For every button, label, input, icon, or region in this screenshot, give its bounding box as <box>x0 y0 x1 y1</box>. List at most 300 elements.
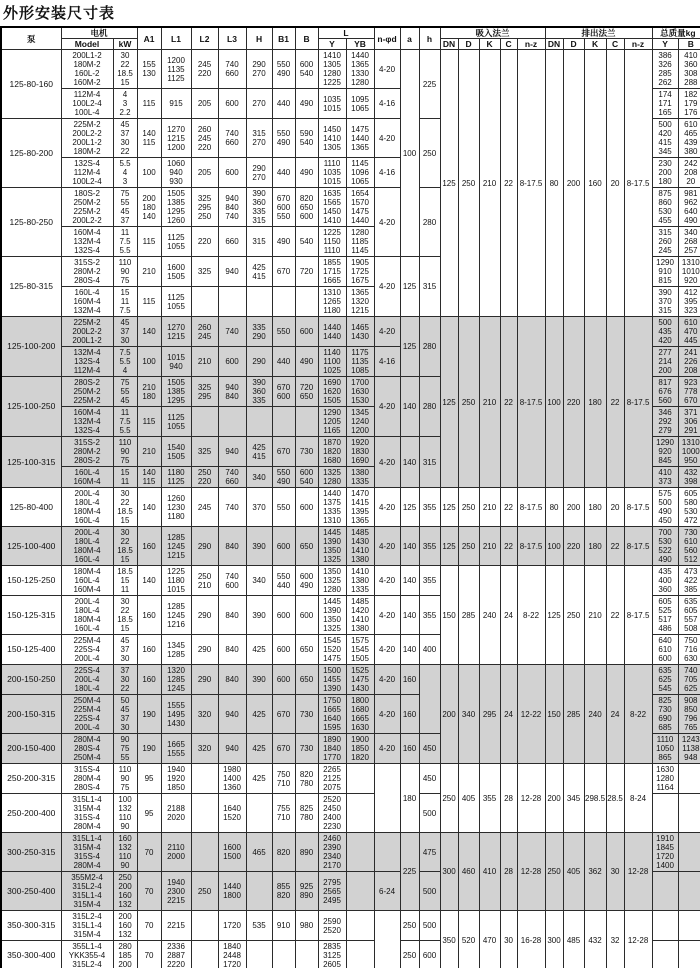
mass-Y-cell <box>652 941 678 968</box>
n-phi-d-cell: 4-20 <box>374 188 400 257</box>
h-cell: 500 <box>419 872 440 911</box>
L-YB-cell: 1575 1545 1505 <box>346 635 374 665</box>
kw-cell: 30 22 18.5 15 <box>113 596 137 635</box>
L-Y-cell: 1140 1100 1025 <box>318 347 346 377</box>
model-cell: 160M-4 132M-4 132S-4 <box>61 407 113 437</box>
mass-Y-cell <box>652 872 678 911</box>
pump-name-cell: 125-80-160 <box>1 50 61 119</box>
L3-cell: 840 <box>218 527 246 566</box>
B1-cell <box>272 941 295 968</box>
discharge-n-z-cell: 8-22 <box>624 665 652 764</box>
L2-cell: 290 <box>191 635 218 665</box>
discharge-C-cell: 22 <box>606 317 624 488</box>
mass-Y-cell: 635 625 545 <box>652 665 678 695</box>
B-cell: 730 <box>295 695 318 734</box>
A1-cell: 160 <box>137 635 161 665</box>
a-cell: 140 <box>400 527 419 566</box>
H-cell: 390 360 335 315 <box>246 188 272 227</box>
n-phi-d-cell: 6-24 <box>374 872 400 911</box>
model-cell: 280M-4 280S-4 250M-4 <box>61 734 113 764</box>
L-Y-cell: 1450 1410 1305 <box>318 119 346 158</box>
B1-cell: 670 600 550 <box>272 188 295 227</box>
L-Y-cell: 2590 2520 <box>318 911 346 941</box>
L-Y-cell: 1445 1390 1350 1325 <box>318 527 346 566</box>
a-cell: 140 <box>400 377 419 437</box>
a-cell: 160 <box>400 665 419 695</box>
L2-cell: 260 245 <box>191 317 218 347</box>
A1-cell: 95 <box>137 794 161 833</box>
table-body <box>1 50 700 968</box>
model-cell: 132M-4 132S-4 112M-4 <box>61 347 113 377</box>
kw-cell: 90 75 55 <box>113 734 137 764</box>
model-cell: 200L-4 180L-4 180M-4 160L-4 <box>61 488 113 527</box>
L-Y-cell: 1325 1280 <box>318 467 346 488</box>
kw-cell: 5.5 4 3 <box>113 158 137 188</box>
L-Y-cell: 1890 1840 1770 <box>318 734 346 764</box>
suction-K-cell: 295 <box>479 665 500 764</box>
B-cell: 600 <box>295 596 318 635</box>
B-cell: 490 <box>295 347 318 377</box>
kw-cell: 11 7.5 5.5 <box>113 407 137 437</box>
table-header <box>1 27 700 50</box>
L2-cell: 290 <box>191 665 218 695</box>
L-YB-cell: 1700 1630 1530 <box>346 377 374 407</box>
H-cell: 290 270 <box>246 158 272 188</box>
discharge-K-cell: 180 <box>584 488 606 527</box>
B1-cell: 750 710 <box>272 764 295 794</box>
suction-DN-cell: 125 <box>440 488 458 527</box>
suction-n-z-cell: 12-22 <box>517 665 545 764</box>
L3-cell: 940 <box>218 734 246 764</box>
A1-cell: 140 <box>137 488 161 527</box>
L1-cell: 1540 1505 <box>161 437 191 467</box>
mass-B-cell: 410 360 308 288 <box>678 50 700 89</box>
kw-cell: 160 132 110 90 <box>113 833 137 872</box>
H-cell: 465 <box>246 833 272 872</box>
kw-cell: 7.5 5.5 4 <box>113 347 137 377</box>
L2-cell <box>191 911 218 941</box>
table-row <box>1 317 700 347</box>
pump-name-cell: 250-200-400 <box>1 794 61 833</box>
discharge-C-cell: 30 <box>606 833 624 911</box>
B1-cell: 670 600 <box>272 377 295 407</box>
a-cell: 140 <box>400 437 419 488</box>
A1-cell: 115 <box>137 89 161 119</box>
L1-cell: 1060 940 930 <box>161 158 191 188</box>
L3-cell: 1600 1500 <box>218 833 246 872</box>
suction-C-cell: 22 <box>500 488 517 527</box>
H-cell: 425 <box>246 764 272 794</box>
L-YB-cell: 1905 1725 1675 <box>346 257 374 287</box>
H-cell: 390 <box>246 527 272 566</box>
L2-cell: 210 <box>191 347 218 377</box>
discharge-n-z-cell: 12-28 <box>624 911 652 968</box>
L-YB-cell: 1380 1335 <box>346 467 374 488</box>
L1-cell: 1125 1055 <box>161 407 191 437</box>
L3-cell: 840 <box>218 596 246 635</box>
mass-Y-cell: 174 171 165 <box>652 89 678 119</box>
discharge-DN-cell: 250 <box>545 833 563 911</box>
A1-cell: 70 <box>137 872 161 911</box>
pump-name-cell: 150-125-250 <box>1 566 61 596</box>
col-h: h <box>419 27 440 50</box>
model-cell: 225M-2 200L2-2 200L1-2 <box>61 317 113 347</box>
mass-B-cell: 730 610 560 512 <box>678 527 700 566</box>
n-phi-d-cell: 4-20 <box>374 437 400 488</box>
L1-cell: 1940 1920 1850 <box>161 764 191 794</box>
L2-cell <box>191 407 218 437</box>
L1-cell: 1270 1215 1200 <box>161 119 191 158</box>
L2-cell: 320 <box>191 695 218 734</box>
discharge-DN-cell: 100 <box>545 527 563 566</box>
kw-cell: 200 160 132 <box>113 911 137 941</box>
n-phi-d-cell: 4-16 <box>374 89 400 119</box>
col-n-phi-d: n-φd <box>374 27 400 50</box>
L1-cell: 1320 1285 1245 <box>161 665 191 695</box>
mass-B-cell <box>678 941 700 968</box>
B1-cell: 600 <box>272 596 295 635</box>
L-YB-cell <box>346 941 374 968</box>
L3-cell: 840 <box>218 665 246 695</box>
model-cell: 225S-4 200L-4 180L-4 <box>61 665 113 695</box>
col-suction-flange: 吸入法兰 <box>440 27 545 39</box>
mass-B-cell: 923 778 670 <box>678 377 700 407</box>
kw-cell: 37 30 22 <box>113 665 137 695</box>
mass-Y-cell: 875 860 530 455 <box>652 188 678 227</box>
H-cell: 390 <box>246 665 272 695</box>
n-phi-d-cell: 4-20 <box>374 635 400 665</box>
discharge-K-cell: 298.5 <box>584 764 606 833</box>
H-cell: 425 <box>246 695 272 734</box>
col-dim-H: H <box>246 27 272 50</box>
L-Y-cell: 1225 1150 1110 <box>318 227 346 257</box>
B-cell: 650 <box>295 665 318 695</box>
col-suction-n-z: n-z <box>517 39 545 50</box>
suction-DN-cell: 200 <box>440 665 458 764</box>
suction-n-z-cell: 12-28 <box>517 833 545 911</box>
col-dim-A1: A1 <box>137 27 161 50</box>
mass-Y-cell: 817 676 560 <box>652 377 678 407</box>
n-phi-d-cell: 4-20 <box>374 566 400 596</box>
discharge-DN-cell: 125 <box>545 566 563 665</box>
pump-name-cell: 150-125-400 <box>1 635 61 665</box>
table-row <box>1 488 700 527</box>
kw-cell: 280 185 200 <box>113 941 137 968</box>
L2-cell: 290 <box>191 596 218 635</box>
L-YB-cell: 1280 1185 1145 <box>346 227 374 257</box>
discharge-D-cell: 345 <box>563 764 584 833</box>
discharge-C-cell: 20 <box>606 50 624 317</box>
L-YB-cell <box>346 872 374 911</box>
a-cell: 250 <box>400 941 419 968</box>
discharge-D-cell: 200 <box>563 488 584 527</box>
mass-B-cell <box>678 833 700 872</box>
L-YB-cell: 1345 1240 1200 <box>346 407 374 437</box>
suction-n-z-cell: 12-28 <box>517 764 545 833</box>
L3-cell: 940 840 <box>218 377 246 407</box>
pump-name-cell: 150-125-315 <box>1 596 61 635</box>
model-cell: 315S-2 280M-2 280S-4 <box>61 257 113 287</box>
discharge-C-cell: 22 <box>606 527 624 566</box>
L-YB-cell: 1465 1430 <box>346 317 374 347</box>
L2-cell: 220 <box>191 227 218 257</box>
n-phi-d-cell: 4-20 <box>374 377 400 437</box>
B-cell: 825 780 <box>295 794 318 833</box>
L1-cell: 2110 2000 <box>161 833 191 872</box>
B1-cell: 550 <box>272 488 295 527</box>
suction-DN-cell: 300 <box>440 833 458 911</box>
h-cell: 450 <box>419 734 440 764</box>
B1-cell: 855 820 <box>272 872 295 911</box>
L2-cell: 325 <box>191 437 218 467</box>
L-YB-cell: 1365 1320 1215 <box>346 287 374 317</box>
A1-cell: 140 <box>137 566 161 596</box>
L3-cell: 940 <box>218 437 246 467</box>
kw-cell: 30 22 18.5 15 <box>113 50 137 89</box>
L1-cell: 1665 1555 <box>161 734 191 764</box>
suction-n-z-cell: 8-17.5 <box>517 488 545 527</box>
kw-cell: 50 45 37 30 <box>113 695 137 734</box>
A1-cell: 155 130 <box>137 50 161 89</box>
A1-cell: 70 <box>137 833 161 872</box>
a-cell: 225 <box>400 833 419 911</box>
L1-cell: 1555 1495 1430 <box>161 695 191 734</box>
suction-DN-cell: 150 <box>440 566 458 665</box>
suction-DN-cell: 250 <box>440 764 458 833</box>
B-cell: 490 <box>295 89 318 119</box>
L3-cell: 1840 2448 1720 <box>218 941 246 968</box>
H-cell: 270 <box>246 89 272 119</box>
H-cell <box>246 287 272 317</box>
H-cell <box>246 941 272 968</box>
B-cell: 600 <box>295 488 318 527</box>
H-cell: 535 <box>246 911 272 941</box>
L-Y-cell: 1410 1305 1280 1225 <box>318 50 346 89</box>
suction-D-cell: 460 <box>458 833 479 911</box>
suction-n-z-cell: 8-22 <box>517 566 545 665</box>
H-cell: 290 270 <box>246 50 272 89</box>
H-cell: 340 <box>246 467 272 488</box>
H-cell: 370 <box>246 488 272 527</box>
mass-Y-cell: 386 326 285 262 <box>652 50 678 89</box>
suction-D-cell: 250 <box>458 527 479 566</box>
model-cell: 280S-2 250M-2 225M-2 <box>61 377 113 407</box>
col-discharge-n-z: n-z <box>624 39 652 50</box>
B-cell: 490 <box>295 158 318 188</box>
A1-cell: 70 <box>137 911 161 941</box>
B1-cell: 600 <box>272 665 295 695</box>
discharge-n-z-cell: 8-17.5 <box>624 50 652 317</box>
B-cell <box>295 407 318 437</box>
suction-C-cell: 22 <box>500 527 517 566</box>
h-cell: 475 <box>419 833 440 872</box>
L3-cell: 740 <box>218 317 246 347</box>
L3-cell: 740 600 <box>218 566 246 596</box>
col-total-mass: 总质量kg <box>652 27 700 39</box>
H-cell: 315 270 <box>246 119 272 158</box>
pump-name-cell: 350-300-315 <box>1 911 61 941</box>
L1-cell: 1270 1215 <box>161 317 191 347</box>
B1-cell: 670 <box>272 695 295 734</box>
A1-cell: 210 180 <box>137 377 161 407</box>
mass-B-cell: 1310 1010 920 <box>678 257 700 287</box>
model-cell: 112M-4 100L2-4 100L-4 <box>61 89 113 119</box>
kw-cell: 45 37 30 22 <box>113 119 137 158</box>
B-cell: 820 780 <box>295 764 318 794</box>
kw-cell: 75 55 45 37 <box>113 188 137 227</box>
h-cell: 355 <box>419 596 440 635</box>
A1-cell: 140 <box>137 317 161 347</box>
L3-cell: 740 660 <box>218 467 246 488</box>
B1-cell: 600 <box>272 527 295 566</box>
suction-K-cell: 210 <box>479 50 500 317</box>
B1-cell: 910 <box>272 911 295 941</box>
suction-C-cell: 30 <box>500 911 517 968</box>
col-L-YB: YB <box>346 39 374 50</box>
mass-Y-cell: 1290 910 815 <box>652 257 678 287</box>
a-cell: 140 <box>400 566 419 596</box>
L-Y-cell: 1310 1265 1180 <box>318 287 346 317</box>
mass-B-cell <box>678 872 700 911</box>
mass-Y-cell: 1910 1845 1720 1400 <box>652 833 678 872</box>
mass-B-cell <box>678 764 700 794</box>
col-kw: kW <box>113 39 137 50</box>
discharge-DN-cell: 100 <box>545 317 563 488</box>
L3-cell: 840 <box>218 635 246 665</box>
L1-cell: 1345 1285 <box>161 635 191 665</box>
B-cell: 650 <box>295 635 318 665</box>
L-YB-cell: 1654 1570 1475 1440 <box>346 188 374 227</box>
col-pump: 泵 <box>1 27 61 50</box>
h-cell: 400 <box>419 635 440 665</box>
pump-name-cell: 125-100-200 <box>1 317 61 377</box>
col-suction-K: K <box>479 39 500 50</box>
L3-cell: 740 <box>218 488 246 527</box>
model-cell: 132S-4 112M-4 100L2-4 <box>61 158 113 188</box>
kw-cell: 75 55 45 <box>113 377 137 407</box>
B1-cell <box>272 407 295 437</box>
B-cell: 730 <box>295 437 318 467</box>
suction-D-cell: 250 <box>458 488 479 527</box>
L1-cell: 1200 1135 1125 <box>161 50 191 89</box>
B1-cell: 755 710 <box>272 794 295 833</box>
mass-B-cell: 371 306 291 <box>678 407 700 437</box>
col-discharge-C: C <box>606 39 624 50</box>
h-cell: 500 <box>419 911 440 941</box>
A1-cell: 100 <box>137 158 161 188</box>
pump-name-cell: 200-150-315 <box>1 695 61 734</box>
suction-D-cell: 340 <box>458 665 479 764</box>
table-row <box>1 911 700 941</box>
L-Y-cell: 1750 1665 1640 1595 <box>318 695 346 734</box>
pump-name-cell: 250-200-315 <box>1 764 61 794</box>
model-cell: 315L1-4 315M-4 315S-4 280M-4 <box>61 794 113 833</box>
h-cell: 280 <box>419 317 440 377</box>
L1-cell: 1125 1055 <box>161 287 191 317</box>
h-cell: 315 <box>419 257 440 317</box>
B1-cell: 440 <box>272 347 295 377</box>
L-YB-cell: 1440 1365 1330 1280 <box>346 50 374 89</box>
B1-cell: 550 490 <box>272 119 295 158</box>
B-cell: 590 540 <box>295 119 318 158</box>
n-phi-d-cell <box>374 911 400 968</box>
H-cell <box>246 407 272 437</box>
discharge-DN-cell: 200 <box>545 764 563 833</box>
h-cell: 280 <box>419 188 440 257</box>
discharge-DN-cell: 80 <box>545 50 563 317</box>
B-cell: 600 540 <box>295 50 318 89</box>
mass-Y-cell: 346 292 279 <box>652 407 678 437</box>
kw-cell: 15 11 <box>113 467 137 488</box>
H-cell: 390 360 335 <box>246 377 272 407</box>
L2-cell: 260 245 220 <box>191 119 218 158</box>
model-cell: 250M-4 225M-4 225S-4 200L-4 <box>61 695 113 734</box>
discharge-DN-cell: 300 <box>545 911 563 968</box>
pump-name-cell: 350-300-400 <box>1 941 61 968</box>
suction-C-cell: 24 <box>500 665 517 764</box>
L-YB-cell <box>346 794 374 833</box>
a-cell: 125 <box>400 257 419 317</box>
model-cell: 355M2-4 315L2-4 315L1-4 315M-4 <box>61 872 113 911</box>
mass-Y-cell: 605 525 517 486 <box>652 596 678 635</box>
kw-cell: 110 90 75 <box>113 764 137 794</box>
a-cell: 160 <box>400 734 419 764</box>
discharge-D-cell: 200 <box>563 50 584 317</box>
L1-cell: 2336 2887 2220 <box>161 941 191 968</box>
L-Y-cell: 1690 1620 1505 <box>318 377 346 407</box>
discharge-D-cell: 405 <box>563 833 584 911</box>
discharge-C-cell: 24 <box>606 665 624 764</box>
L3-cell <box>218 407 246 437</box>
col-mass-Y: Y <box>652 39 678 50</box>
suction-K-cell: 410 <box>479 833 500 911</box>
mass-B-cell: 242 208 20 <box>678 158 700 188</box>
B-cell: 600 <box>295 317 318 347</box>
kw-cell: 110 90 75 <box>113 437 137 467</box>
L-YB-cell: 1900 1850 1820 <box>346 734 374 764</box>
L2-cell: 290 <box>191 527 218 566</box>
L-YB-cell <box>346 764 374 794</box>
B1-cell: 550 490 <box>272 50 295 89</box>
L1-cell: 1125 1055 <box>161 227 191 257</box>
h-cell: 225 <box>419 50 440 119</box>
L1-cell: 1600 1505 <box>161 257 191 287</box>
suction-n-z-cell: 8-17.5 <box>517 317 545 488</box>
discharge-n-z-cell: 8-17.5 <box>624 317 652 488</box>
kw-cell: 110 90 75 <box>113 257 137 287</box>
n-phi-d-cell: 4-20 <box>374 317 400 347</box>
n-phi-d-cell: 4-16 <box>374 347 400 377</box>
L2-cell: 245 220 <box>191 50 218 89</box>
B1-cell: 550 <box>272 317 295 347</box>
L-YB-cell: 1485 1430 1410 1380 <box>346 527 374 566</box>
mass-B-cell: 635 605 557 508 <box>678 596 700 635</box>
discharge-K-cell: 160 <box>584 50 606 317</box>
A1-cell: 210 <box>137 257 161 287</box>
suction-C-cell: 28 <box>500 833 517 911</box>
col-suction-DN: DN <box>440 39 458 50</box>
col-mass-B: B <box>678 39 700 50</box>
h-cell: 355 <box>419 488 440 527</box>
L-YB-cell: 1525 1475 1430 <box>346 665 374 695</box>
n-phi-d-cell: 4-20 <box>374 527 400 566</box>
L1-cell: 1015 940 <box>161 347 191 377</box>
model-cell: 200L-4 180L-4 180M-4 160L-4 <box>61 596 113 635</box>
L3-cell: 1720 <box>218 911 246 941</box>
kw-cell: 15 11 7.5 <box>113 287 137 317</box>
B-cell: 925 890 <box>295 872 318 911</box>
L1-cell: 1505 1385 1295 <box>161 377 191 407</box>
